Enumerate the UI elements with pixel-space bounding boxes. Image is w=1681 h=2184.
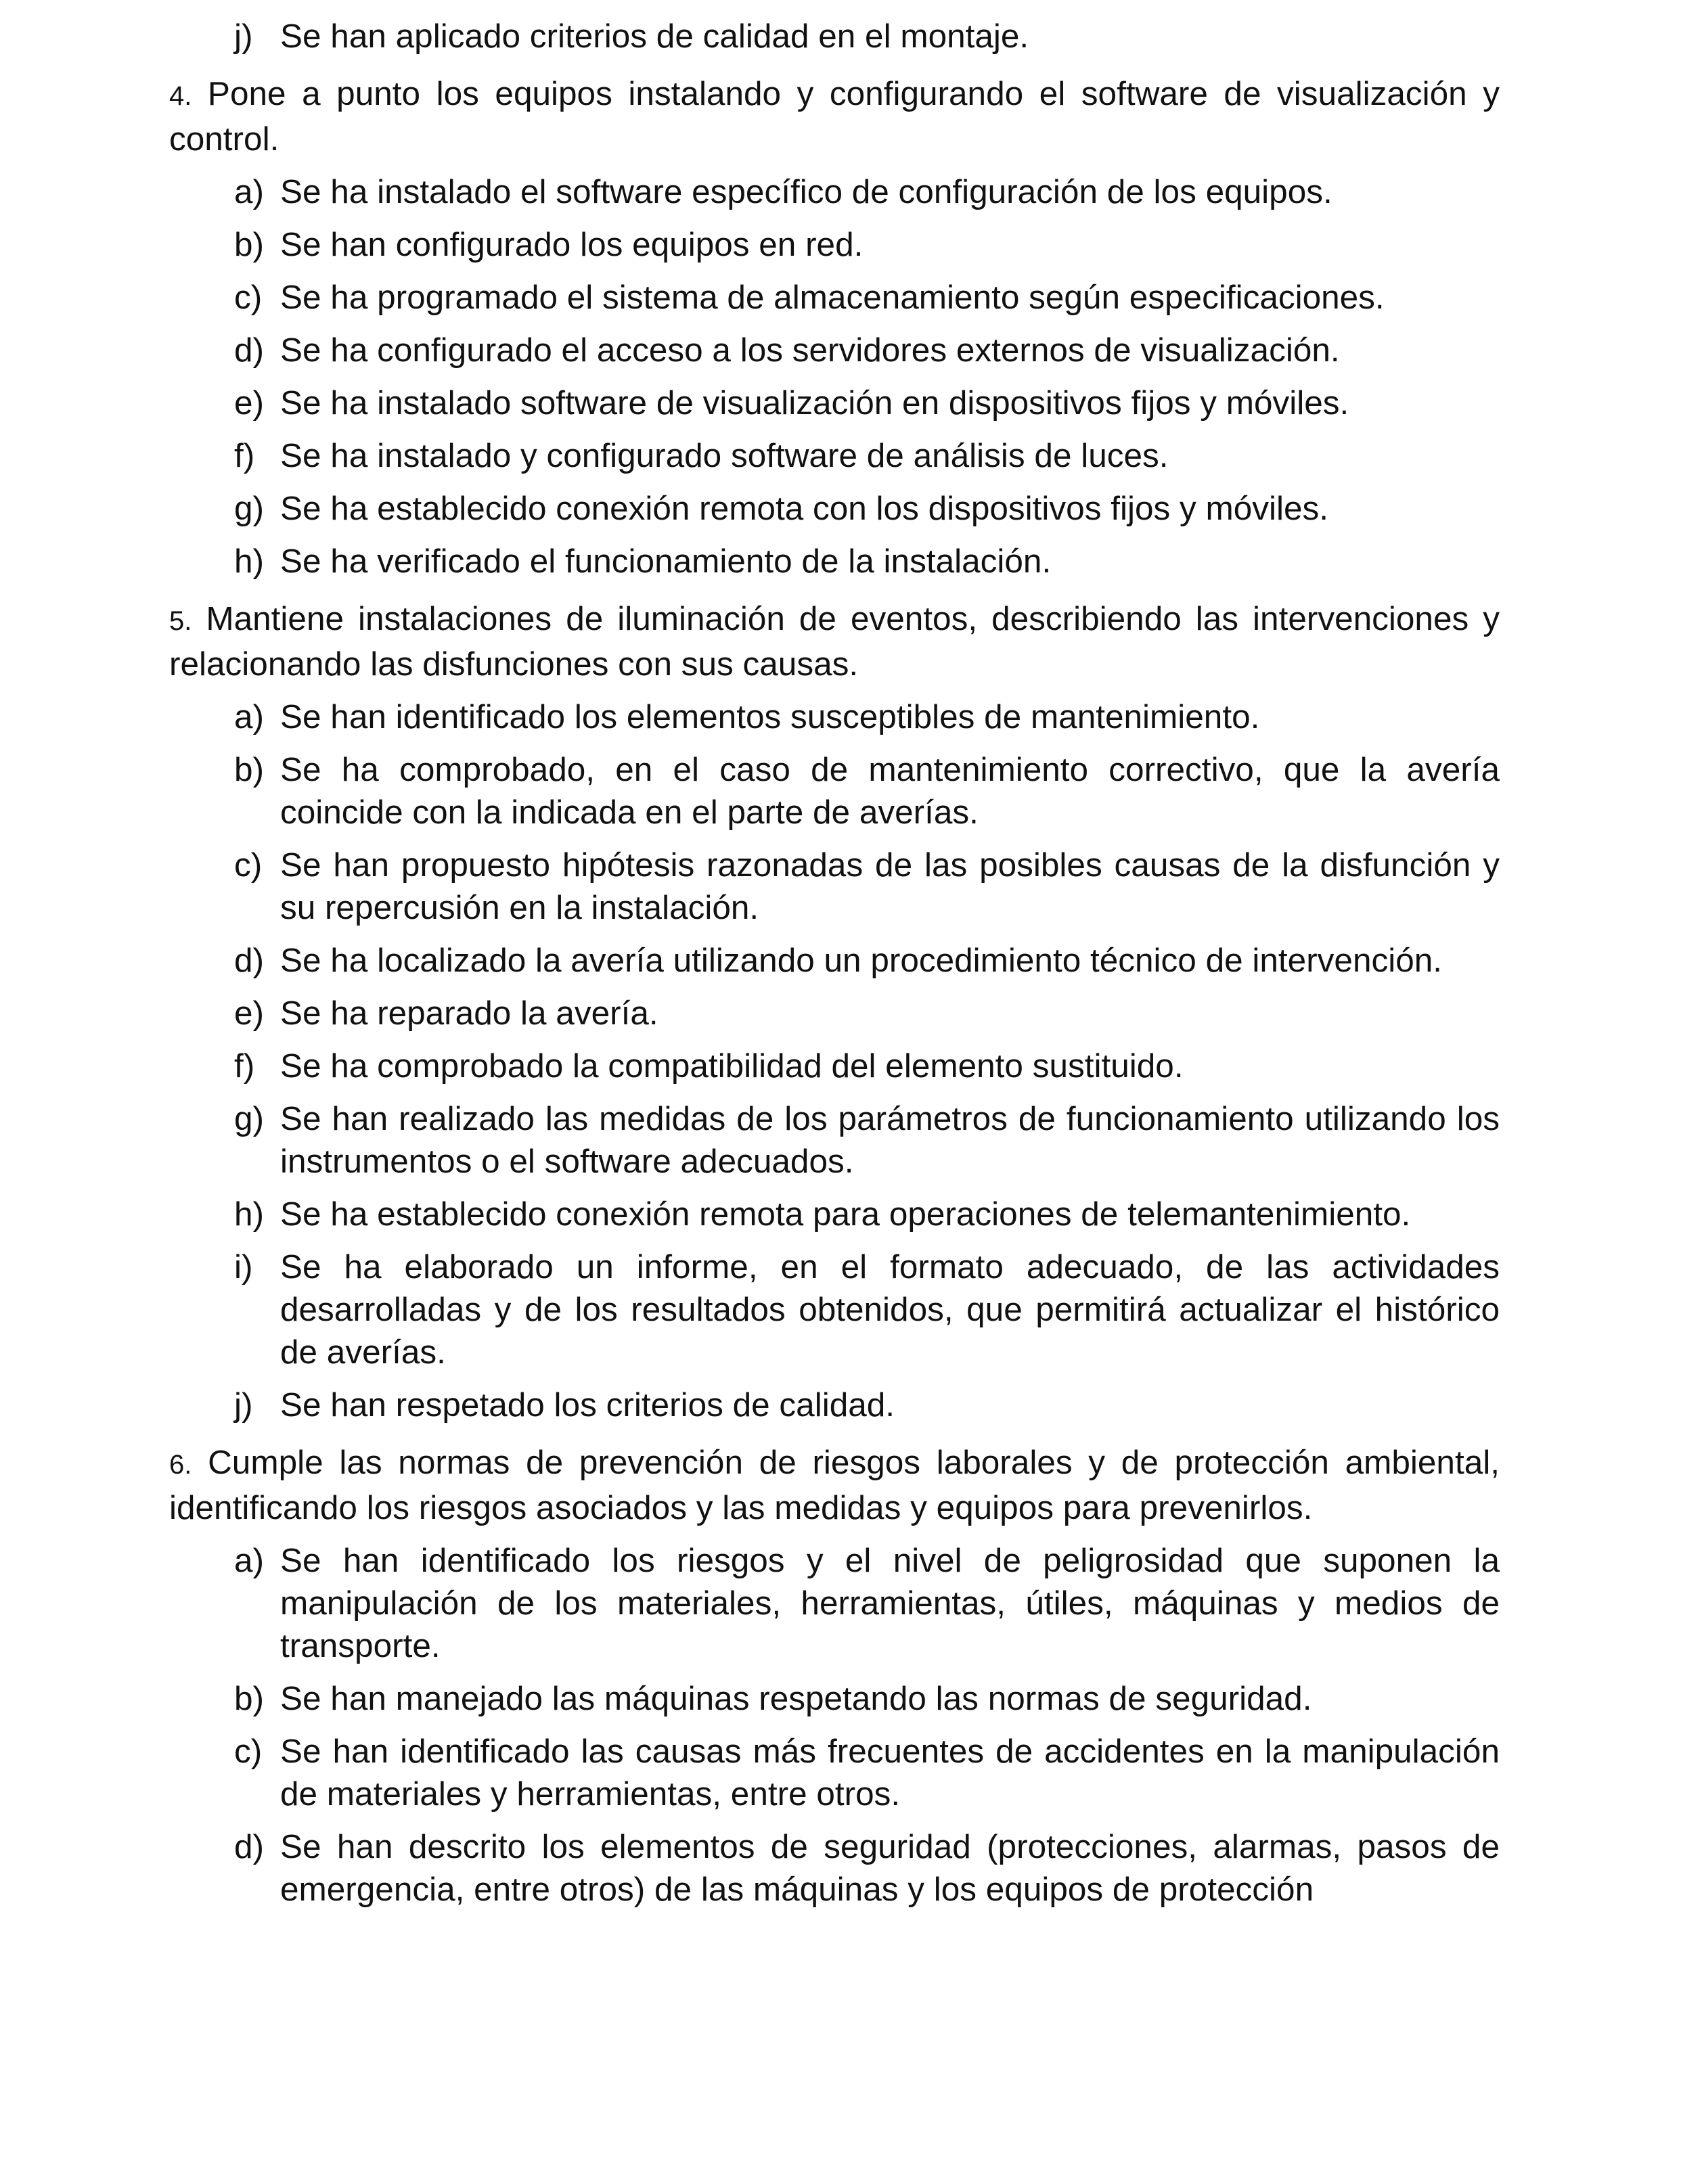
learning-outcome-4 <box>169 72 1500 583</box>
criterion-item <box>169 1097 1500 1183</box>
criterion-text: Se ha comprobado, en el caso de mantenimiento correctivo, que la avería coincide con la indicada en el parte de averías. <box>280 751 1500 831</box>
criterion-text: Se ha instalado y configurado software de análisis de luces. <box>280 437 1169 474</box>
criterion-letter: e) <box>234 384 265 422</box>
criterion-text: Se ha localizado la avería utilizando un procedimiento técnico de intervención. <box>280 942 1443 979</box>
criterion-letter: d) <box>234 942 265 979</box>
criterion-letter: e) <box>234 995 265 1032</box>
criterion-item <box>169 1677 1500 1720</box>
criterion-letter: a) <box>234 1542 265 1579</box>
document-page <box>169 15 1500 1921</box>
criterion-item <box>169 844 1500 929</box>
learning-outcome-number: 4. <box>169 81 192 111</box>
criterion-letter: h) <box>234 543 265 580</box>
criterion-item <box>169 1539 1500 1667</box>
criterion-letter: b) <box>234 751 265 788</box>
criterion-item <box>169 170 1500 213</box>
criterion-text: Se ha instalado software de visualización en dispositivos fijos y móviles. <box>280 384 1349 422</box>
criterion-text: Se han descrito los elementos de seguridad (protecciones, alarmas, pasos de emergencia, entre otros) de las máquinas y los equipos de protección <box>280 1828 1500 1908</box>
learning-outcome-title: Pone a punto los equipos instalando y configurando el software de visualización y control. <box>169 75 1500 158</box>
criterion-item <box>169 748 1500 834</box>
criterion-letter: c) <box>234 279 263 316</box>
criterion-item <box>169 939 1500 982</box>
criterion-text: Se ha establecido conexión remota con los dispositivos fijos y móviles. <box>280 490 1329 527</box>
criterion-item <box>169 276 1500 319</box>
learning-outcome-heading <box>169 597 1500 685</box>
criterion-text: Se han propuesto hipótesis razonadas de las posibles causas de la disfunción y su repercusión en la instalación. <box>280 846 1500 926</box>
criterion-text: Se ha establecido conexión remota para operaciones de telemantenimiento. <box>280 1196 1411 1233</box>
criterion-letter: g) <box>234 490 265 527</box>
criterion-text: Se ha comprobado la compatibilidad del elemento sustituido. <box>280 1047 1184 1085</box>
criterion-letter: b) <box>234 226 265 263</box>
criterion-item <box>169 329 1500 371</box>
criterion-item <box>169 1730 1500 1815</box>
criterion-text: Se han identificado las causas más frecuentes de accidentes en la manipulación de materiales y herramientas, entre otros. <box>280 1733 1500 1813</box>
criterion-text: Se han realizado las medidas de los parámetros de funcionamiento utilizando los instrumentos o el software adecuados. <box>280 1100 1500 1180</box>
learning-outcome-heading <box>169 72 1500 160</box>
criterion-letter: j) <box>234 18 253 55</box>
criterion-letter: c) <box>234 846 263 884</box>
criterion-text: Se ha verificado el funcionamiento de la instalación. <box>280 543 1052 580</box>
criterion-item <box>169 1384 1500 1426</box>
criterion-item <box>169 1193 1500 1235</box>
learning-outcome-number: 5. <box>169 606 192 636</box>
criterion-text: Se han manejado las máquinas respetando las normas de seguridad. <box>280 1680 1312 1717</box>
criterion-item <box>169 992 1500 1034</box>
criterion-letter: b) <box>234 1680 265 1717</box>
criterion-item <box>169 382 1500 424</box>
criterion-text: Se ha configurado el acceso a los servidores externos de visualización. <box>280 332 1340 369</box>
learning-outcome-6 <box>169 1441 1500 1911</box>
criterion-text: Se han identificado los elementos susceptibles de mantenimiento. <box>280 698 1260 735</box>
learning-outcome-title: Mantiene instalaciones de iluminación de eventos, describiendo las intervenciones y relacionando las disfunciones con sus causas. <box>169 600 1500 683</box>
learning-outcome-title: Cumple las normas de prevención de riesgos laborales y de protección ambiental, identificando los riesgos asociados y las medidas y equipos para prevenirlos. <box>169 1444 1500 1526</box>
criterion-item <box>169 540 1500 583</box>
criterion-letter: f) <box>234 1047 255 1085</box>
criterion-item <box>169 1045 1500 1087</box>
learning-outcome-5 <box>169 597 1500 1426</box>
criterion-letter: f) <box>234 437 255 474</box>
criterion-letter: c) <box>234 1733 263 1770</box>
criterion-item <box>169 1825 1500 1911</box>
criterion-letter: g) <box>234 1100 265 1137</box>
criterion-item <box>169 487 1500 530</box>
criterion-text: Se han identificado los riesgos y el nivel de peligrosidad que suponen la manipulación de los materiales, herramientas, útiles, máquinas y medios de transporte. <box>280 1542 1500 1664</box>
criterion-text: Se han aplicado criterios de calidad en el montaje. <box>280 18 1029 55</box>
criterion-letter: a) <box>234 698 265 735</box>
criterion-text: Se ha elaborado un informe, en el formato adecuado, de las actividades desarrolladas y de los resultados obtenidos, que permitirá actualizar el histórico de averías. <box>280 1248 1500 1371</box>
criterion-item <box>169 15 1500 58</box>
criterion-text: Se han configurado los equipos en red. <box>280 226 864 263</box>
criterion-letter: j) <box>234 1386 253 1424</box>
criterion-text: Se ha instalado el software específico de configuración de los equipos. <box>280 173 1332 210</box>
criterion-letter: d) <box>234 332 265 369</box>
criterion-text: Se ha programado el sistema de almacenamiento según especificaciones. <box>280 279 1385 316</box>
criterion-text: Se han respetado los criterios de calidad. <box>280 1386 895 1424</box>
criterion-item <box>169 434 1500 477</box>
criterion-letter: i) <box>234 1248 253 1286</box>
criterion-letter: a) <box>234 173 265 210</box>
learning-outcome-number: 6. <box>169 1450 192 1480</box>
learning-outcome-heading <box>169 1441 1500 1529</box>
criterion-letter: d) <box>234 1828 265 1865</box>
criterion-letter: h) <box>234 1196 265 1233</box>
criterion-text: Se ha reparado la avería. <box>280 995 658 1032</box>
criterion-item <box>169 1246 1500 1373</box>
criterion-item <box>169 696 1500 738</box>
criterion-item <box>169 223 1500 266</box>
